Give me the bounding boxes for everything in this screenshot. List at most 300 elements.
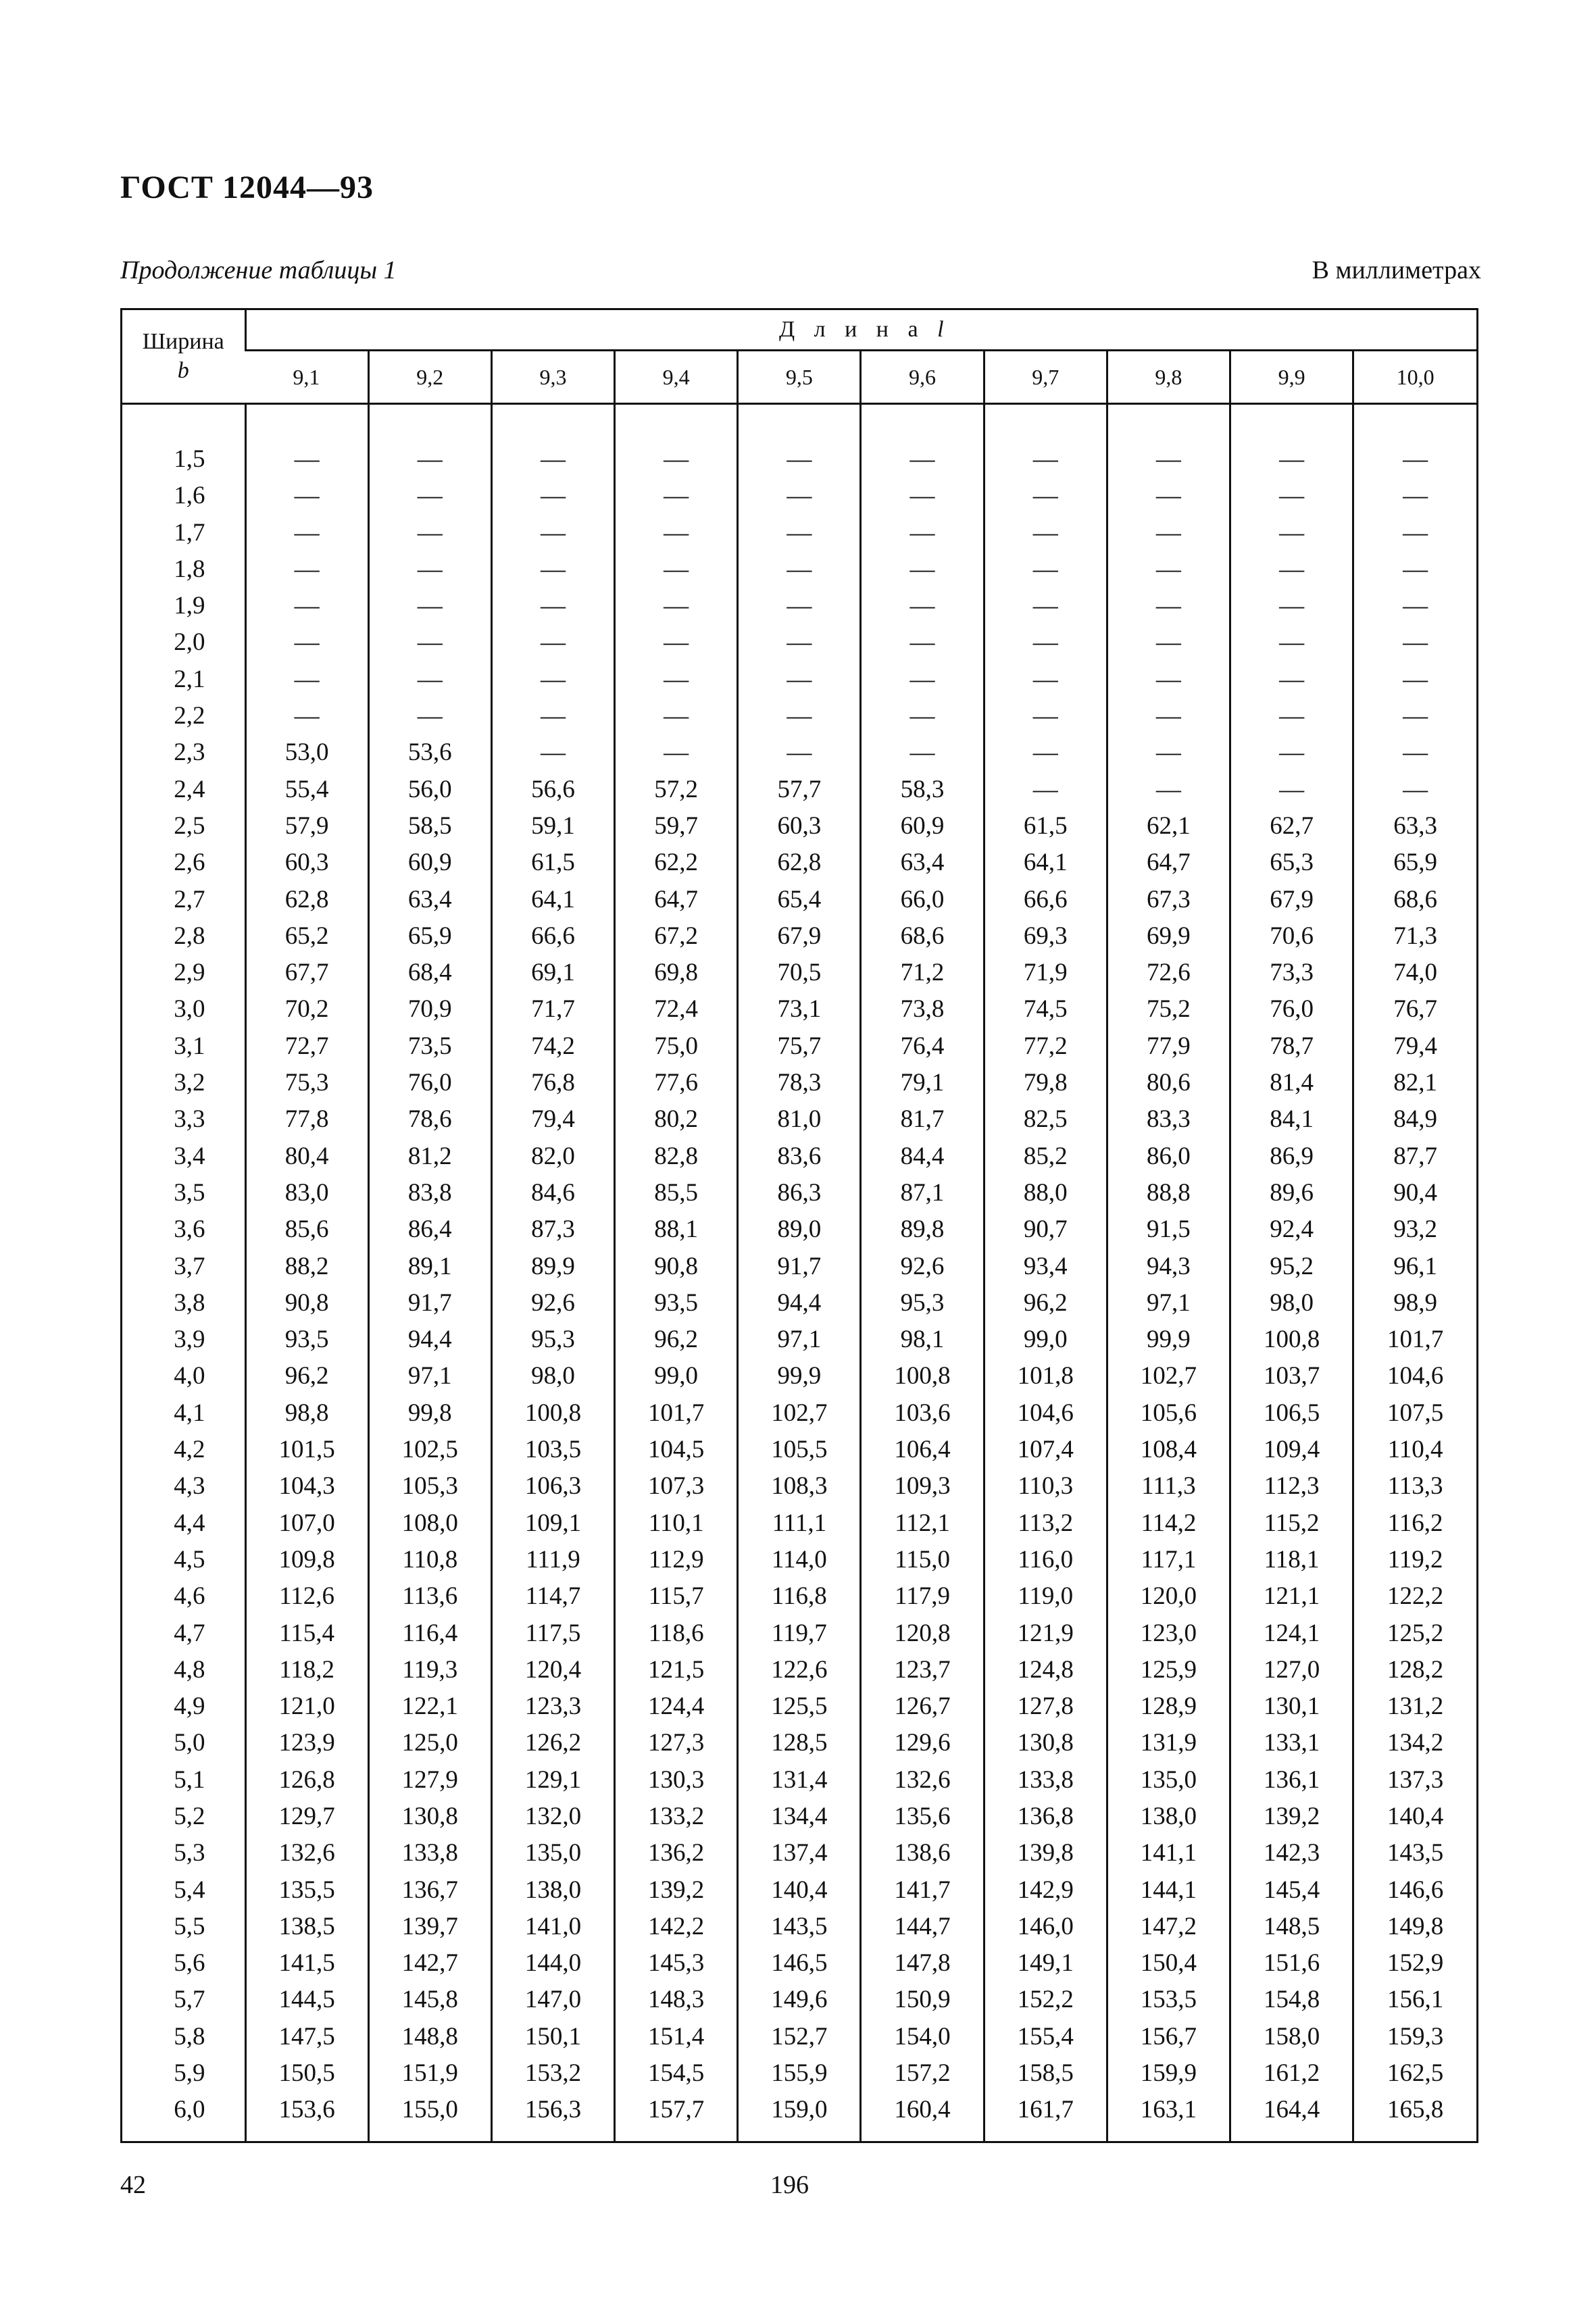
table-cell: 78,6 — [407, 1105, 452, 1134]
table-cell: 72,6 — [1147, 959, 1191, 987]
table-cell: 100,8 — [894, 1362, 951, 1390]
table-cell: 56,0 — [407, 775, 452, 803]
table-cell: 96,2 — [284, 1362, 329, 1390]
table-cell: 60,3 — [284, 849, 329, 877]
table-cell: — — [294, 665, 320, 693]
table-cell: 89,0 — [777, 1215, 822, 1244]
table-cell: 73,3 — [1270, 959, 1314, 987]
table-cell: 143,5 — [771, 1912, 828, 1940]
table-cell: 121,1 — [1263, 1582, 1320, 1611]
table-cell: 87,3 — [531, 1215, 575, 1244]
table-cell: 145,3 — [648, 1949, 705, 1978]
table-cell: 91,5 — [1147, 1215, 1191, 1244]
table-cell: 146,5 — [771, 1949, 828, 1978]
table-cell: 77,2 — [1023, 1032, 1068, 1060]
table-cell: — — [909, 445, 935, 473]
table-cell: 76,0 — [1270, 995, 1314, 1024]
length-values-column — [245, 404, 368, 2142]
table-cell: 74,2 — [531, 1032, 575, 1060]
table-cell: 92,6 — [900, 1252, 945, 1280]
table-cell: — — [1279, 702, 1305, 730]
table-cell: 74,5 — [1023, 995, 1068, 1024]
length-header-symbol: l — [937, 317, 944, 342]
table-cell: 117,5 — [525, 1619, 581, 1647]
table-cell: 154,8 — [1263, 1986, 1320, 2014]
length-values-column — [491, 404, 614, 2142]
table-cell: — — [1155, 775, 1181, 803]
table-cell: — — [1403, 555, 1428, 583]
table-cell: — — [1403, 592, 1428, 620]
table-cell: 98,0 — [531, 1362, 575, 1390]
table-cell: 109,1 — [524, 1509, 582, 1537]
table-cell: — — [1403, 445, 1428, 473]
table-cell: 126,2 — [524, 1729, 582, 1757]
table-cell: 117,9 — [895, 1582, 950, 1611]
width-value: 4,0 — [174, 1362, 205, 1390]
table-cell: 89,1 — [407, 1252, 452, 1280]
table-cell: 71,7 — [531, 995, 575, 1024]
table-cell: 77,9 — [1147, 1032, 1191, 1060]
width-value: 5,2 — [174, 1802, 205, 1830]
table-cell: 119,2 — [1387, 1545, 1443, 1574]
table-cell: — — [540, 702, 566, 730]
table-cell: — — [787, 665, 812, 693]
table-cell: 145,4 — [1263, 1876, 1320, 1904]
table-cell: 90,4 — [1393, 1178, 1437, 1207]
table-cell: 80,2 — [654, 1105, 699, 1134]
table-cell: — — [664, 445, 689, 473]
table-cell: 119,3 — [402, 1655, 458, 1684]
table-cell: — — [787, 518, 812, 547]
table-cell: 76,4 — [900, 1032, 945, 1060]
table-cell: 141,7 — [894, 1876, 951, 1904]
table-cell: — — [1403, 628, 1428, 657]
width-value: 3,3 — [174, 1105, 205, 1134]
width-value: 5,0 — [174, 1729, 205, 1757]
table-cell: 90,8 — [284, 1288, 329, 1317]
table-cell: 101,5 — [278, 1436, 335, 1464]
length-values-column — [1107, 404, 1230, 2142]
table-cell: — — [787, 445, 812, 473]
table-cell: 119,0 — [1018, 1582, 1074, 1611]
table-cell: 133,2 — [648, 1802, 705, 1830]
table-cell: — — [909, 518, 935, 547]
table-cell: — — [294, 592, 320, 620]
table-cell: — — [909, 665, 935, 693]
table-cell: 109,3 — [894, 1472, 951, 1501]
table-body-row — [122, 404, 1476, 2142]
table-cell: 103,5 — [524, 1436, 582, 1464]
table-cell: 123,9 — [278, 1729, 335, 1757]
width-value: 4,1 — [174, 1399, 205, 1427]
table-cell: 81,0 — [777, 1105, 822, 1134]
table-cell: — — [1403, 518, 1428, 547]
page-number-left: 42 — [120, 2171, 146, 2199]
length-values-column — [368, 404, 491, 2142]
width-value: 2,9 — [174, 959, 205, 987]
table-cell: 130,1 — [1263, 1692, 1320, 1721]
document-title: ГОСТ 12044—93 — [120, 170, 374, 205]
table-cell: 70,6 — [1270, 922, 1314, 950]
table-cell: 57,2 — [654, 775, 699, 803]
table-cell: 65,3 — [1270, 849, 1314, 877]
table-cell: 129,7 — [278, 1802, 335, 1830]
table-cell: 114,2 — [1141, 1509, 1197, 1537]
length-column-header: 9,6 — [861, 351, 984, 404]
table-cell: 99,8 — [407, 1399, 452, 1427]
table-cell: — — [1155, 555, 1181, 583]
table-cell: — — [909, 592, 935, 620]
table-cell: 130,8 — [401, 1802, 458, 1830]
table-cell: 134,4 — [771, 1802, 828, 1830]
table-cell: 105,5 — [771, 1436, 828, 1464]
table-cell: 127,0 — [1263, 1655, 1320, 1684]
width-value: 3,7 — [174, 1252, 205, 1280]
table-cell: — — [294, 518, 320, 547]
table-cell: 75,7 — [777, 1032, 822, 1060]
table-cell: 156,7 — [1140, 2022, 1197, 2051]
table-cell: 60,9 — [900, 811, 945, 840]
table-cell: 72,7 — [284, 1032, 329, 1060]
table-cell: 140,4 — [1387, 1802, 1444, 1830]
table-cell: 159,9 — [1140, 2059, 1197, 2088]
table-cell: 111,9 — [526, 1545, 580, 1574]
width-value: 1,5 — [174, 445, 205, 473]
table-cell: 79,8 — [1023, 1069, 1068, 1097]
table-cell: 68,6 — [900, 922, 945, 950]
table-cell: — — [1155, 702, 1181, 730]
table-cell: 57,7 — [777, 775, 822, 803]
table-cell: 70,5 — [777, 959, 822, 987]
table-cell: 113,3 — [1387, 1472, 1443, 1501]
table-cell: 88,1 — [654, 1215, 699, 1244]
table-cell: — — [1155, 482, 1181, 510]
table-cell: 136,2 — [648, 1839, 705, 1867]
table-cell: 138,0 — [524, 1876, 582, 1904]
table-cell: 65,9 — [1393, 849, 1437, 877]
table-cell: 135,6 — [894, 1802, 951, 1830]
table-cell: 162,5 — [1387, 2059, 1444, 2088]
table-cell: — — [294, 445, 320, 473]
table-cell: — — [787, 482, 812, 510]
table-cell: 136,7 — [401, 1876, 458, 1904]
table-cell: — — [1032, 628, 1058, 657]
table-cell: 95,3 — [531, 1326, 575, 1354]
table-cell: 59,1 — [531, 811, 575, 840]
table-cell: 165,8 — [1387, 2096, 1444, 2124]
table-cell: — — [1403, 738, 1428, 767]
table-cell: 62,1 — [1147, 811, 1191, 840]
table-cell: 76,0 — [407, 1069, 452, 1097]
table-cell: 73,1 — [777, 995, 822, 1024]
table-cell: 82,8 — [654, 1142, 699, 1170]
table-cell: 64,7 — [654, 885, 699, 913]
length-values-column — [615, 404, 738, 2142]
table-cell: 159,3 — [1387, 2022, 1444, 2051]
table-cell: — — [417, 518, 443, 547]
table-cell: 86,4 — [407, 1215, 452, 1244]
width-value: 1,8 — [174, 555, 205, 583]
length-column-header: 9,8 — [1107, 351, 1230, 404]
width-value: 1,9 — [174, 592, 205, 620]
table-cell: 149,1 — [1017, 1949, 1074, 1978]
length-column-header: 10,0 — [1353, 351, 1476, 404]
table-cell: 91,7 — [777, 1252, 822, 1280]
table-cell: 144,0 — [524, 1949, 582, 1978]
table-cell: 152,7 — [771, 2022, 828, 2051]
width-values-column — [122, 404, 245, 2142]
width-value: 2,4 — [174, 775, 205, 803]
table-cell: 124,4 — [648, 1692, 705, 1721]
table-cell: 152,9 — [1387, 1949, 1444, 1978]
table-cell: 149,8 — [1387, 1912, 1444, 1940]
width-value: 2,6 — [174, 849, 205, 877]
table-cell: 125,9 — [1140, 1655, 1197, 1684]
table-cell: 106,5 — [1263, 1399, 1320, 1427]
table-cell: 64,7 — [1147, 849, 1191, 877]
table-cell: 106,4 — [894, 1436, 951, 1464]
table-cell: 123,3 — [524, 1692, 582, 1721]
table-cell: 147,0 — [524, 1986, 582, 2014]
table-cell: 104,6 — [1017, 1399, 1074, 1427]
table-cell: 86,3 — [777, 1178, 822, 1207]
table-cell: 137,3 — [1387, 1765, 1444, 1794]
table-cell: 138,5 — [278, 1912, 335, 1940]
table-cell: 93,4 — [1023, 1252, 1068, 1280]
table-cell: 120,4 — [524, 1655, 582, 1684]
table-cell: — — [294, 482, 320, 510]
table-cell: 81,4 — [1270, 1069, 1314, 1097]
table-cell: 88,0 — [1023, 1178, 1068, 1207]
table-cell: — — [540, 665, 566, 693]
table-cell: 104,5 — [648, 1436, 705, 1464]
table-cell: 83,0 — [284, 1178, 329, 1207]
table-cell: 155,4 — [1017, 2022, 1074, 2051]
length-values-column — [984, 404, 1107, 2142]
table-cell: 100,8 — [524, 1399, 582, 1427]
width-value: 3,5 — [174, 1178, 205, 1207]
table-cell: 74,0 — [1393, 959, 1437, 987]
table-cell: 133,8 — [401, 1839, 458, 1867]
table-cell: 93,5 — [284, 1326, 329, 1354]
table-cell: — — [1032, 482, 1058, 510]
table-cell: 144,7 — [894, 1912, 951, 1940]
table-cell: — — [540, 518, 566, 547]
table-cell: 102,5 — [401, 1436, 458, 1464]
table-cell: 99,0 — [654, 1362, 699, 1390]
table-cell: — — [1403, 482, 1428, 510]
table-cell: 147,2 — [1140, 1912, 1197, 1940]
table-cell: 71,3 — [1393, 922, 1437, 950]
table-cell: 153,6 — [278, 2096, 335, 2124]
table-cell: 128,5 — [771, 1729, 828, 1757]
width-value: 5,5 — [174, 1912, 205, 1940]
table-cell: 111,1 — [772, 1509, 827, 1537]
table-cell: 122,1 — [401, 1692, 458, 1721]
table-cell: 148,3 — [648, 1986, 705, 2014]
table-cell: — — [1032, 592, 1058, 620]
table-cell: 121,0 — [278, 1692, 335, 1721]
table-cell: — — [664, 555, 689, 583]
table-cell: 107,5 — [1387, 1399, 1444, 1427]
width-value: 3,6 — [174, 1215, 205, 1244]
table-cell: 108,4 — [1140, 1436, 1197, 1464]
table-cell: — — [1155, 738, 1181, 767]
table-cell: 65,2 — [284, 922, 329, 950]
table-cell: 99,9 — [777, 1362, 822, 1390]
table-cell: 135,0 — [524, 1839, 582, 1867]
table-cell: — — [787, 628, 812, 657]
table-cell: 126,7 — [894, 1692, 951, 1721]
table-cell: — — [1032, 518, 1058, 547]
table-cell: 118,1 — [1264, 1545, 1320, 1574]
width-value: 4,6 — [174, 1582, 205, 1611]
table-cell: 148,8 — [401, 2022, 458, 2051]
table-cell: 98,8 — [284, 1399, 329, 1427]
table-cell: 78,7 — [1270, 1032, 1314, 1060]
table-cell: 154,5 — [648, 2059, 705, 2088]
table-cell: 99,9 — [1147, 1326, 1191, 1354]
table-cell: — — [417, 628, 443, 657]
table-cell: 101,7 — [648, 1399, 705, 1427]
table-cell: 161,7 — [1017, 2096, 1074, 2124]
table-cell: 161,2 — [1263, 2059, 1320, 2088]
width-value: 2,0 — [174, 628, 205, 657]
table-cell: — — [909, 628, 935, 657]
table-cell: 88,8 — [1147, 1178, 1191, 1207]
table-cell: 82,5 — [1023, 1105, 1068, 1134]
table-cell: 150,4 — [1140, 1949, 1197, 1978]
width-value: 4,8 — [174, 1655, 205, 1684]
table-cell: 96,1 — [1393, 1252, 1437, 1280]
table-cell: 110,4 — [1387, 1436, 1443, 1464]
table-cell: 90,7 — [1023, 1215, 1068, 1244]
width-value: 4,7 — [174, 1619, 205, 1647]
table-cell: 101,7 — [1387, 1326, 1444, 1354]
length-column-header: 9,5 — [738, 351, 861, 404]
table-cell: 129,1 — [524, 1765, 582, 1794]
table-cell: 116,2 — [1387, 1509, 1443, 1537]
table-cell: 155,0 — [401, 2096, 458, 2124]
table-cell: 62,8 — [777, 849, 822, 877]
table-cell: 98,9 — [1393, 1288, 1437, 1317]
length-column-header: 9,3 — [491, 351, 614, 404]
table-cell: 150,5 — [278, 2059, 335, 2088]
table-cell: 80,6 — [1147, 1069, 1191, 1097]
table-cell: 159,0 — [771, 2096, 828, 2124]
width-value: 4,4 — [174, 1509, 205, 1537]
table-cell: 69,9 — [1147, 922, 1191, 950]
table-cell: 99,0 — [1023, 1326, 1068, 1354]
table-cell: — — [1032, 702, 1058, 730]
table-cell: 69,1 — [531, 959, 575, 987]
table-cell: 116,0 — [1018, 1545, 1074, 1574]
table-cell: 124,1 — [1263, 1619, 1320, 1647]
table-cell: — — [909, 738, 935, 767]
table-cell: 109,8 — [278, 1545, 335, 1574]
width-header-symbol: b — [177, 357, 189, 383]
table-cell: 156,1 — [1387, 1986, 1444, 2014]
length-values-header-row — [122, 351, 1476, 404]
table-cell: — — [1403, 702, 1428, 730]
table-cell: 96,2 — [654, 1326, 699, 1354]
table-cell: 112,3 — [1264, 1472, 1320, 1501]
table-cell: 117,1 — [1141, 1545, 1197, 1574]
table-cell: 79,1 — [900, 1069, 945, 1097]
width-value: 2,2 — [174, 702, 205, 730]
table-cell: — — [540, 592, 566, 620]
table-cell: 160,4 — [894, 2096, 951, 2124]
table-cell: — — [787, 702, 812, 730]
table-cell: 86,0 — [1147, 1142, 1191, 1170]
table-cell: 156,3 — [524, 2096, 582, 2124]
width-value: 3,4 — [174, 1142, 205, 1170]
table-cell: 63,4 — [900, 849, 945, 877]
table-cell: — — [1279, 592, 1305, 620]
length-header-label: Д л и н а — [778, 317, 925, 342]
table-cell: 71,2 — [900, 959, 945, 987]
table-cell: — — [1155, 592, 1181, 620]
table-cell: 154,0 — [894, 2022, 951, 2051]
table-cell: 132,6 — [278, 1839, 335, 1867]
table-cell: 126,8 — [278, 1765, 335, 1794]
table-cell: 104,3 — [278, 1472, 335, 1501]
table-cell: 102,7 — [1140, 1362, 1197, 1390]
table-cell: 66,6 — [1023, 885, 1068, 913]
table-cell: 89,6 — [1270, 1178, 1314, 1207]
table-cell: — — [1279, 555, 1305, 583]
table-cell: — — [294, 555, 320, 583]
table-cell: 84,6 — [531, 1178, 575, 1207]
width-value: 3,8 — [174, 1288, 205, 1317]
table-cell: 136,8 — [1017, 1802, 1074, 1830]
table-cell: 73,8 — [900, 995, 945, 1024]
table-cell: 72,4 — [654, 995, 699, 1024]
table-cell: 158,0 — [1263, 2022, 1320, 2051]
table-cell: 60,3 — [777, 811, 822, 840]
table-cell: — — [909, 702, 935, 730]
table-cell: 116,4 — [402, 1619, 458, 1647]
table-cell: 83,6 — [777, 1142, 822, 1170]
table-cell: 115,4 — [279, 1619, 335, 1647]
table-cell: — — [1032, 445, 1058, 473]
table-cell: 85,2 — [1023, 1142, 1068, 1170]
table-cell: 114,7 — [525, 1582, 581, 1611]
table-cell: 106,3 — [524, 1472, 582, 1501]
table-cell: 100,8 — [1263, 1326, 1320, 1354]
table-cell: 150,9 — [894, 1986, 951, 2014]
table-cell: 83,8 — [407, 1178, 452, 1207]
width-value: 5,3 — [174, 1839, 205, 1867]
width-value: 4,5 — [174, 1545, 205, 1574]
width-value: 3,1 — [174, 1032, 205, 1060]
table-cell: 128,2 — [1387, 1655, 1444, 1684]
width-value: 5,9 — [174, 2059, 205, 2088]
table-cell: 149,6 — [771, 1986, 828, 2014]
table-cell: 132,0 — [524, 1802, 582, 1830]
table-cell: 110,3 — [1018, 1472, 1074, 1501]
width-value: 5,1 — [174, 1765, 205, 1794]
table-cell: 128,9 — [1140, 1692, 1197, 1721]
table-cell: — — [664, 518, 689, 547]
table-cell: 109,4 — [1263, 1436, 1320, 1464]
width-value: 6,0 — [174, 2096, 205, 2124]
table-cell: 85,5 — [654, 1178, 699, 1207]
table-cell: 84,9 — [1393, 1105, 1437, 1134]
table-cell: 104,6 — [1387, 1362, 1444, 1390]
table-cell: 70,2 — [284, 995, 329, 1024]
table-cell: 144,1 — [1140, 1876, 1197, 1904]
